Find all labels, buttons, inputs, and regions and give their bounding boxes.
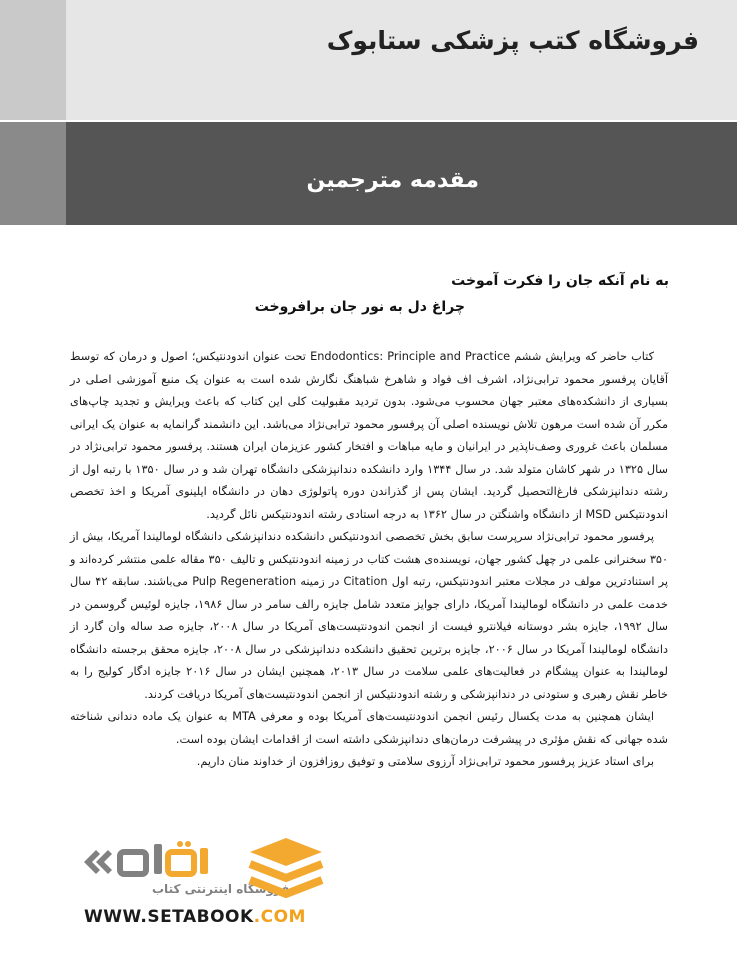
paragraph: پرفسور محمود ترابی‌نژاد سرپرست سابق بخش تخصصی اندودنتیکس دانشکده دندانپزشکی دانشگاه لوماليندا آمریکا، بیش از ۳۵۰ سخنرانی علمی در چهل کشور جهان، نویسنده‌ی هشت کتاب در زمینه اندودنتیکس و تالیف ۳۵۰ مقاله علمی منتشر کرده‌اند و پر استنادترین مولف در مجلات معتبر اندودنتیکس، رتبه اول Citation در زمینه Pulp Regeneration می‌باشند. سابقه ۴۲ سال خدمت علمی در دانشگاه لوماليندا آمریکا، دارای جوایز متعدد شامل جایزه رالف سامر در سال ۱۹۸۶، جایزه لوئیس گروسمن در سال ۱۹۹۲، جایزه بشر دوستانه فیلانترو فیست از انجمن اندودنتیست‌های آمریکا در سال ۲۰۰۸، جایزه صد ساله وان گارد از دانشگاه لوماليندا آمریکا در سال ۲۰۰۶، جایزه برترین تحقیق دانشکده دندانپزشکی در سال ۲۰۰۸، جایزه محقق برجسته دانشگاه لوماليندا به عنوان پیشگام در فعالیت‌های علمی سلامت در سال ۲۰۱۳، همچنین ایشان در سال ۲۰۱۶ جایزه ادگار کولیج را به خاطر نقش رهبری و ستودنی در دندانپزشکی و رشته اندودنتیکس از انجمن اندودنتیست‌های آمریکا دریافت کردند. — [70, 530, 669, 701]
chapter-side-block — [0, 122, 66, 225]
url-prefix: WWW. — [84, 907, 148, 927]
store-title: فروشگاه کتب پزشکی ستابوک — [326, 26, 699, 55]
watermark-url — [84, 907, 306, 927]
setabook-logo — [76, 838, 236, 888]
chapter-title: مقدمه مترجمین — [306, 168, 479, 193]
verse-line-1: به نام آنکه جان را فکرت آموخت — [451, 273, 669, 289]
header-side-block — [0, 0, 66, 120]
header-band — [0, 0, 737, 120]
url-brand: SETABOOK — [147, 907, 254, 927]
watermark-brand-name: فروشگاه اینترنتی کتاب — [152, 882, 290, 896]
paragraph: ایشان همچنین به مدت یکسال رئیس انجمن اندودنتیست‌های آمریکا بوده و معرفی MTA به عنوان یک ماده دندانی شناخته شده جهانی که نقش مؤثری در پیشرفت درمان‌های دندانپزشکی داشته است از اقدامات ایشان بوده است. — [70, 710, 668, 746]
paragraph: برای استاد عزیز پرفسور محمود ترابی‌نژاد آرزوی سلامتی و توفیق روزافزون از خداوند منان داریم. — [196, 755, 654, 768]
url-suffix: .COM — [253, 907, 306, 927]
book-stack-icon — [246, 834, 326, 898]
paragraph: کتاب حاضر که ویرایش ششم Endodontics: Principle and Practice تحت عنوان اندودنتیکس؛ اصول و درمان که توسط آقایان پرفسور محمود ترابی‌نژاد، اشرف اف فواد و شاهرخ شباهنگ نگارش شده است به عنوان یک منبع آموزشی اصلی در بسیاری از دانشکده‌های معتبر جهان محسوب می‌شود. بدون تردید مقبولیت کلی این کتاب که باعث ویرایش و تجدید چاپ‌های مکرر آن شده است مرهون تلاش نویسنده اصلی آن پرفسور محمود ترابی‌نژاد می‌باشد. این دانشمند گرانمایه به عنوان یک ایرانی مسلمان باعث غروری وصف‌ناپذیر در ایرانیان و مایه مباهات و افتخار کشور عزیزمان ایران هستند. پرفسور محمود ترابی‌نژاد در سال ۱۳۲۵ در شهر کاشان متولد شد. در سال ۱۳۴۴ وارد دانشکده دندانپزشکی دانشگاه تهران شد و در سال ۱۳۵۰ با رتبه اول از رشته دندانپزشکی فارغ‌التحصیل گردید. ایشان پس از گذراندن دوره پاتولوژی دهان در دانشگاه ایلینوی آمریکا و اخذ تخصص اندودنتیکس MSD از دانشگاه واشنگتن در سال ۱۳۶۲ به درجه استادی رشته اندودنتیکس نائل گردید. — [70, 350, 668, 521]
body-text — [70, 346, 668, 774]
verse-line-2: چراغ دل به نور جان برافروخت — [254, 299, 465, 315]
